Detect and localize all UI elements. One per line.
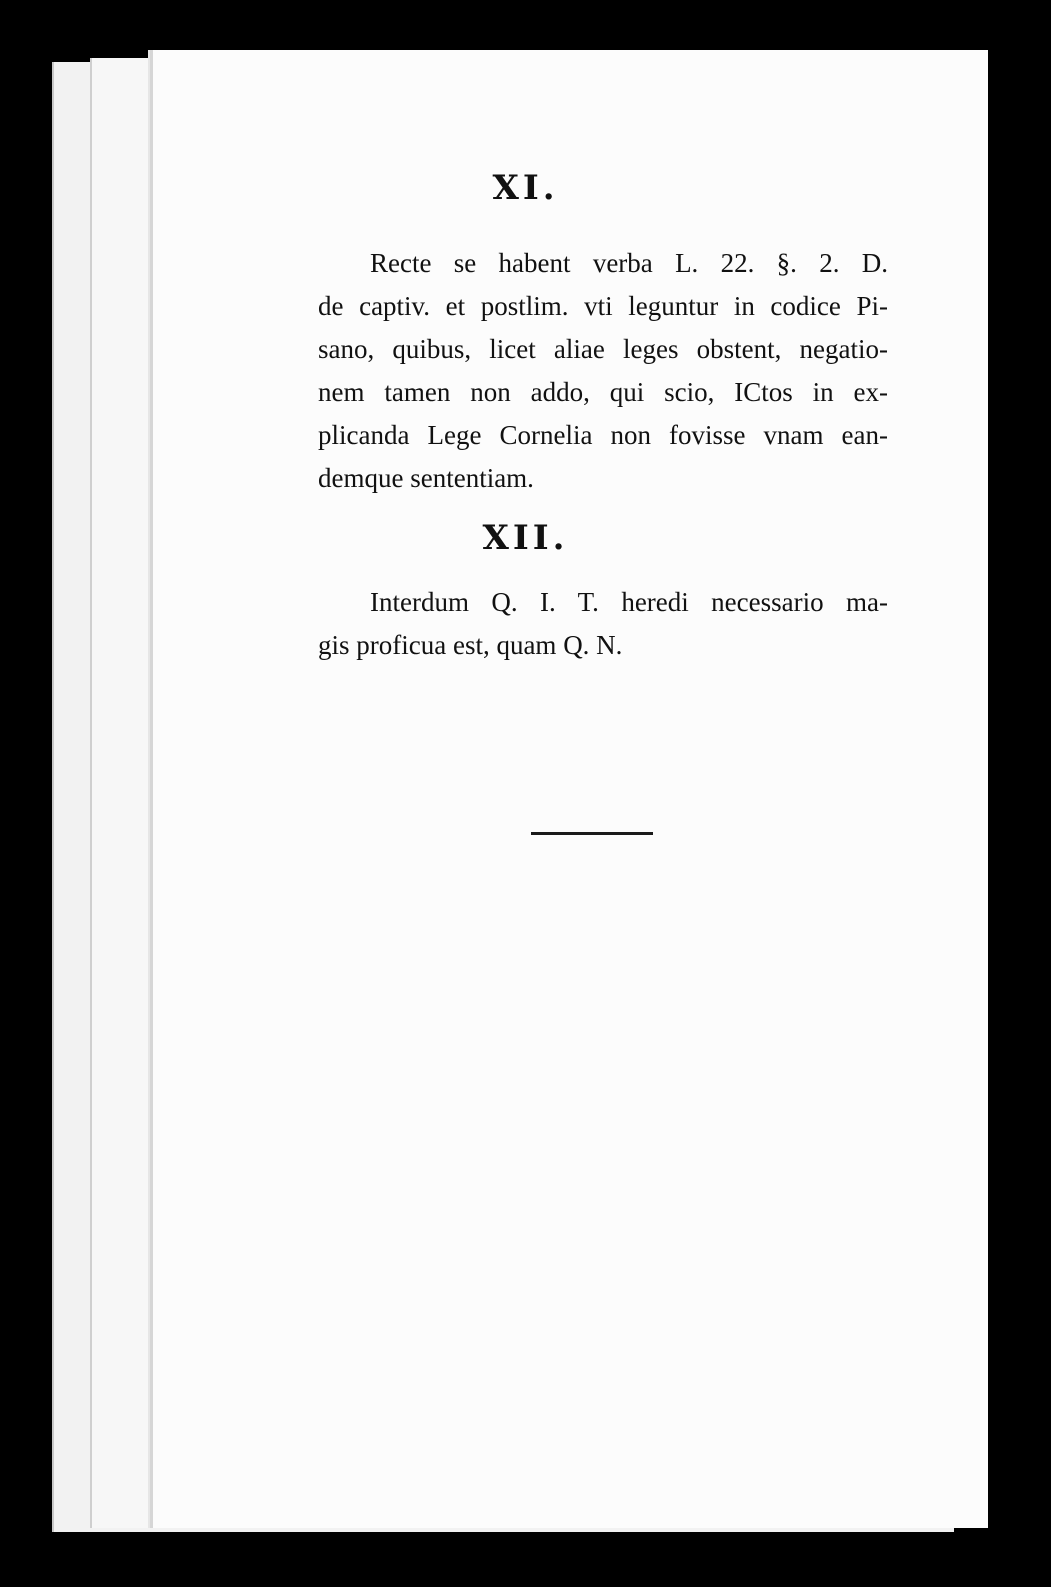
text-line: gis proficua est, quam Q. N. <box>318 630 623 660</box>
section-xi-text <box>318 242 888 500</box>
section-heading-xi: XI. <box>492 168 559 208</box>
text-line: sano, quibus, licet aliae leges obstent, negatio- <box>318 334 888 364</box>
text-line: de captiv. et postlim. vti leguntur in codice Pi- <box>318 291 888 321</box>
text-line: demque sententiam. <box>318 463 534 493</box>
text-line: Recte se habent verba L. 22. §. 2. D. <box>370 248 888 278</box>
text-line: Interdum Q. I. T. heredi necessario ma- <box>370 587 888 617</box>
section-divider-rule <box>531 832 653 835</box>
section-xii-text <box>318 581 888 667</box>
text-line: plicanda Lege Cornelia non fovisse vnam ean- <box>318 420 888 450</box>
text-line: nem tamen non addo, qui scio, ICtos in ex- <box>318 377 888 407</box>
section-heading-xii: XII. <box>482 518 569 558</box>
